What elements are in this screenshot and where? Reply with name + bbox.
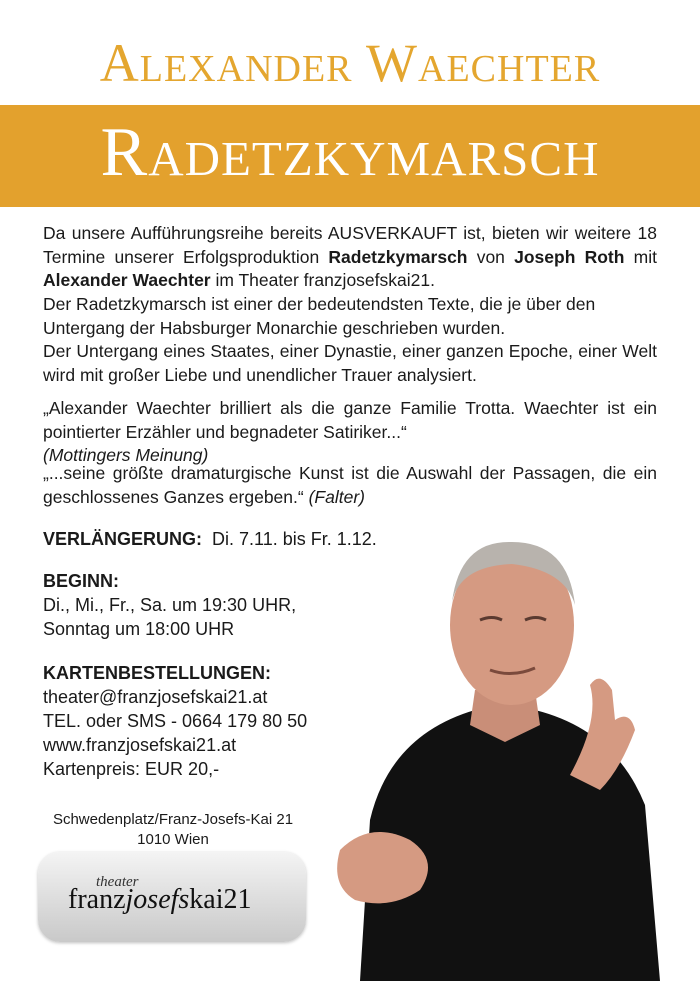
artist-title: Alexander Waechter — [99, 33, 601, 93]
tickets-email[interactable]: theater@franzjosefskai21.at — [43, 687, 268, 707]
intro-paragraph-2: Der Radetzkymarsch ist einer der bedeutendsten Texte, die je über den Untergang der Habsburger Monarchie geschrieben wurden. — [43, 294, 596, 338]
quote-2 — [43, 462, 657, 509]
tickets-block — [43, 661, 307, 781]
extension-dates: Di. 7.11. bis Fr. 1.12. — [212, 529, 377, 549]
intro-show-name: Radetzkymarsch — [328, 246, 468, 267]
tickets-phone: TEL. oder SMS - 0664 179 80 50 — [43, 711, 308, 731]
start-label: BEGINN: — [43, 571, 119, 591]
address-line-1: Schwedenplatz/Franz-Josefs-Kai 21 — [52, 811, 294, 828]
intro-paragraph-1 — [43, 222, 657, 293]
quote-1-source: (Mottingers Meinung) — [43, 445, 209, 465]
intro-text: im Theater franzjosefskai21. — [210, 270, 435, 290]
quote-1-text: „Alexander Waechter brilliert als die ganze Familie Trotta. Waechter ist ein pointierter Erzähler und begnadeter Satiriker...“ — [43, 398, 657, 442]
quote-2-text: „...seine größte dramaturgische Kunst ist die Auswahl der Passagen, die ein geschlossenes Ganzes ergeben.“ — [43, 463, 657, 507]
tickets-website[interactable]: www.franzjosefskai21.at — [43, 735, 237, 755]
address-line-2: 1010 Wien — [137, 831, 209, 848]
logo-part: kai21 — [189, 884, 252, 915]
intro-text: mit — [624, 246, 657, 267]
start-line-1: Di., Mi., Fr., Sa. um 19:30 UHR, — [43, 595, 297, 615]
tickets-price: Kartenpreis: EUR 20,- — [43, 759, 220, 779]
quote-2-source: (Falter) — [308, 486, 365, 507]
venue-address — [43, 810, 303, 850]
start-line-2: Sonntag um 18:00 UHR — [43, 619, 235, 639]
show-title: Radetzkymarsch — [100, 114, 600, 191]
intro-author: Joseph Roth — [514, 246, 625, 267]
intro-actor: Alexander Waechter — [43, 270, 211, 290]
actor-photo — [300, 520, 700, 981]
quote-1 — [43, 397, 657, 468]
logo-part: josefs — [125, 884, 190, 915]
tickets-label: KARTENBESTELLUNGEN: — [43, 663, 271, 683]
title-band — [0, 105, 700, 207]
intro-paragraph-3: Der Untergang eines Staates, einer Dynastie, einer ganzen Epoche, einer Welt wird mit großer Liebe und unendlicher Trauer analysiert. — [43, 341, 657, 385]
logo-main-text — [68, 884, 252, 916]
intro-text: Da unsere Aufführungsreihe bereits AUSVERKAUFT ist, bieten wir weitere 18 Termine unserer Erfolgsproduktion — [43, 223, 657, 267]
logo-part: franz — [68, 884, 126, 915]
start-block — [43, 569, 296, 641]
theater-logo — [38, 852, 306, 942]
intro-text: von — [467, 246, 515, 267]
extension-label: VERLÄNGERUNG: — [43, 529, 203, 549]
logo-small-text: theater — [96, 874, 139, 890]
